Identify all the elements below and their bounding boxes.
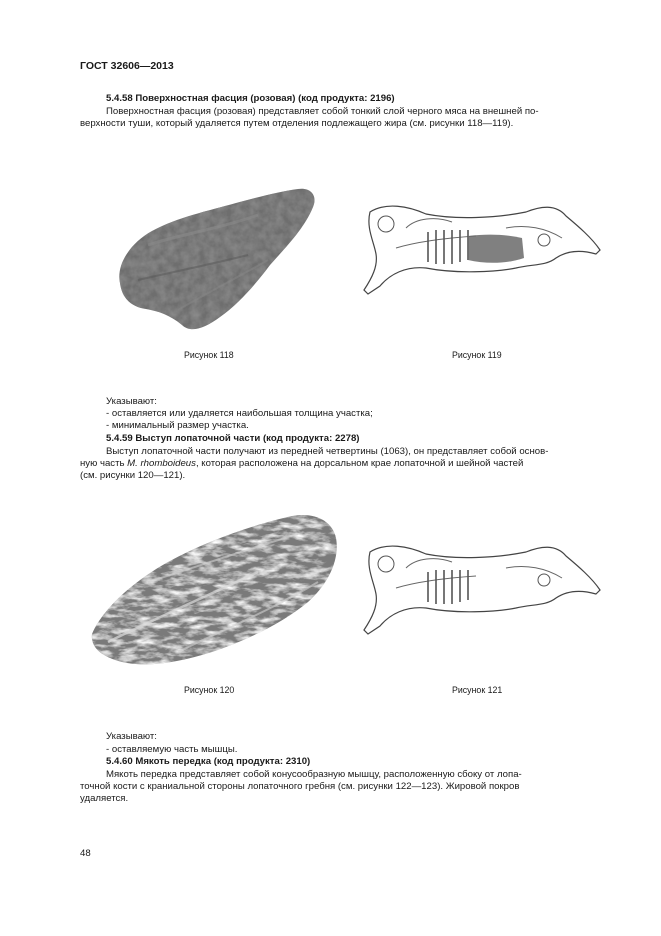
notes-item: - минимальный размер участка. bbox=[106, 420, 249, 431]
section-text-2196 bbox=[80, 106, 587, 130]
meat-piece-image-118 bbox=[108, 185, 323, 335]
section-text-2310 bbox=[80, 769, 587, 806]
text-line: Выступ лопаточной части получают из передней четвертины (1063), он представляет собой основ- bbox=[106, 446, 549, 457]
carcass-diagram-119 bbox=[356, 198, 604, 298]
text-line: (см. рисунки 120—121). bbox=[80, 470, 186, 482]
document-header: ГОСТ 32606—2013 bbox=[80, 60, 174, 72]
text-line: верхности туши, который удаляется путем отделения подлежащего жира (см. рисунки 118—119). bbox=[80, 118, 514, 130]
text-line: Мякоть передка представляет собой конусообразную мышцу, расположенную сбоку от лопа- bbox=[106, 769, 522, 780]
section-heading-2310: 5.4.60 Мякоть передка (код продукта: 2310) bbox=[106, 756, 311, 767]
text-line: точной кости с краниальной стороны лопаточного гребня (см. рисунки 122—123). Жировой покров bbox=[80, 781, 520, 793]
section-heading-2278: 5.4.59 Выступ лопаточной части (код продукта: 2278) bbox=[106, 433, 360, 444]
notes-item: - оставляется или удаляется наибольшая толщина участка; bbox=[106, 408, 373, 419]
text-line: удаляется. bbox=[80, 793, 129, 805]
section-text-2278 bbox=[80, 446, 587, 483]
text-line: Поверхностная фасция (розовая) представляет собой тонкий слой черного мяса на внешней по- bbox=[106, 106, 539, 117]
figure-caption-120: Рисунок 120 bbox=[184, 685, 235, 695]
meat-piece-image-120 bbox=[88, 512, 340, 672]
figure-caption-121: Рисунок 121 bbox=[452, 685, 503, 695]
figure-caption-118: Рисунок 118 bbox=[184, 350, 234, 360]
page-number: 48 bbox=[80, 848, 91, 859]
figure-caption-119: Рисунок 119 bbox=[452, 350, 502, 360]
text-line: ную часть bbox=[80, 458, 128, 470]
notes-item: - оставляемую часть мышцы. bbox=[106, 744, 238, 755]
text-line: , которая расположена на дорсальном крае лопаточной и шейной частей bbox=[195, 458, 524, 470]
carcass-diagram-121 bbox=[356, 538, 604, 638]
notes-intro: Указывают: bbox=[106, 731, 157, 742]
notes-intro: Указывают: bbox=[106, 396, 157, 407]
section-heading-2196: 5.4.58 Поверхностная фасция (розовая) (код продукта: 2196) bbox=[106, 93, 395, 104]
latin-term: M. rhomboideus bbox=[127, 458, 196, 470]
